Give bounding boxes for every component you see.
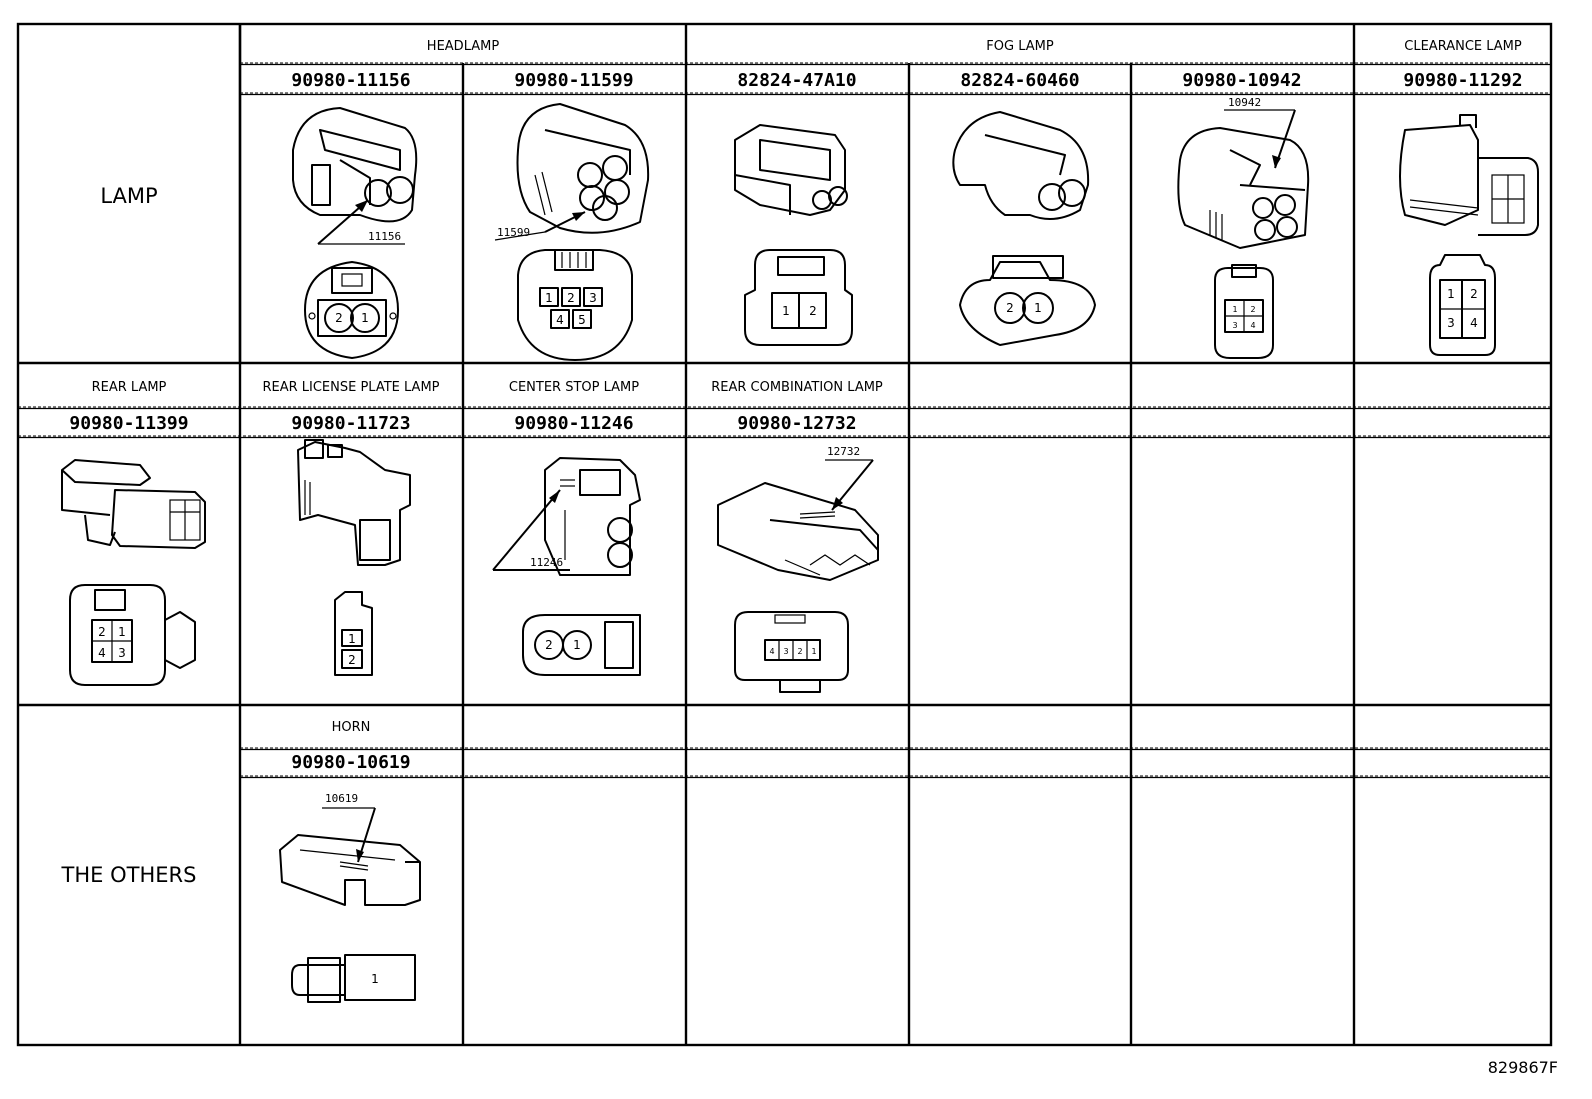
pin-1: 1 — [545, 291, 553, 305]
pin-3: 3 — [118, 646, 126, 660]
part-number-90980-11599: 90980-11599 — [514, 70, 634, 91]
connector-drawing-11156 — [293, 108, 416, 358]
part-number-90980-11292: 90980-11292 — [1403, 70, 1523, 91]
pin-4: 4 — [769, 647, 775, 656]
part-number-90980-11723: 90980-11723 — [291, 413, 411, 434]
group-horn: HORN — [331, 720, 371, 735]
part-number-82824-47a10: 82824-47A10 — [737, 70, 857, 91]
connector-drawing-11292 — [1400, 115, 1538, 355]
pin-2: 2 — [809, 304, 817, 318]
callout-11246: 11246 — [530, 556, 564, 569]
pin-2: 2 — [567, 291, 575, 305]
connector-drawing-11246 — [493, 458, 640, 675]
pin-2: 2 — [1006, 301, 1014, 315]
callout-12732: 12732 — [827, 445, 861, 458]
pin-3: 3 — [1232, 321, 1238, 330]
pin-4: 4 — [1250, 321, 1256, 330]
group-center-stop-lamp: CENTER STOP LAMP — [508, 380, 640, 395]
pin-2: 2 — [1250, 305, 1256, 314]
row-label-others: THE OTHERS — [61, 863, 197, 887]
pin-3: 3 — [1447, 316, 1455, 330]
pin-1: 1 — [1447, 287, 1455, 301]
pin-1: 1 — [118, 625, 126, 639]
row-label-lamp: LAMP — [100, 184, 158, 208]
pin-1: 1 — [361, 311, 369, 325]
connector-drawing-11599 — [495, 104, 648, 360]
group-fog-lamp: FOG LAMP — [986, 39, 1054, 54]
pin-1: 1 — [782, 304, 790, 318]
pin-2: 2 — [348, 653, 356, 667]
connector-drawing-10619 — [280, 792, 420, 1002]
pin-2: 2 — [1470, 287, 1478, 301]
pin-1: 1 — [371, 972, 379, 986]
pin-1: 1 — [348, 632, 356, 646]
part-number-90980-10619: 90980-10619 — [291, 752, 411, 773]
group-rear-license-plate-lamp: REAR LICENSE PLATE LAMP — [262, 380, 440, 395]
pin-2: 2 — [797, 647, 803, 656]
pin-4: 4 — [1470, 316, 1478, 330]
pin-2: 2 — [98, 625, 106, 639]
connector-drawing-60460 — [953, 112, 1095, 345]
callout-10619: 10619 — [325, 792, 359, 805]
figure-reference-number: 829867F — [1487, 1058, 1558, 1077]
group-clearance-lamp: CLEARANCE LAMP — [1404, 39, 1522, 54]
connector-drawing-47a10 — [735, 125, 852, 345]
part-number-90980-12732: 90980-12732 — [737, 413, 857, 434]
part-number-82824-60460: 82824-60460 — [960, 70, 1080, 91]
pin-3: 3 — [783, 647, 789, 656]
callout-11599: 11599 — [497, 226, 531, 239]
connector-drawing-11723 — [298, 440, 410, 675]
table-grid — [18, 24, 1551, 1045]
pin-1: 1 — [811, 647, 817, 656]
pin-3: 3 — [589, 291, 597, 305]
pin-2: 2 — [335, 311, 343, 325]
pin-1: 1 — [1034, 301, 1042, 315]
pin-1: 1 — [573, 638, 581, 652]
connector-drawing-10942 — [1178, 96, 1308, 358]
pin-5: 5 — [578, 313, 586, 327]
connector-drawing-12732 — [718, 445, 878, 692]
pin-4: 4 — [556, 313, 564, 327]
group-headlamp: HEADLAMP — [426, 39, 500, 54]
pin-4: 4 — [98, 646, 106, 660]
part-number-90980-10942: 90980-10942 — [1182, 70, 1302, 91]
pin-1: 1 — [1232, 305, 1238, 314]
group-rear-lamp: REAR LAMP — [91, 380, 167, 395]
part-number-90980-11246: 90980-11246 — [514, 413, 634, 434]
part-number-90980-11156: 90980-11156 — [291, 70, 411, 91]
connector-drawing-11399 — [62, 460, 205, 685]
pin-2: 2 — [545, 638, 553, 652]
part-number-90980-11399: 90980-11399 — [69, 413, 189, 434]
group-rear-combination-lamp: REAR COMBINATION LAMP — [711, 380, 883, 395]
callout-10942: 10942 — [1228, 96, 1262, 109]
callout-11156: 11156 — [368, 230, 402, 243]
